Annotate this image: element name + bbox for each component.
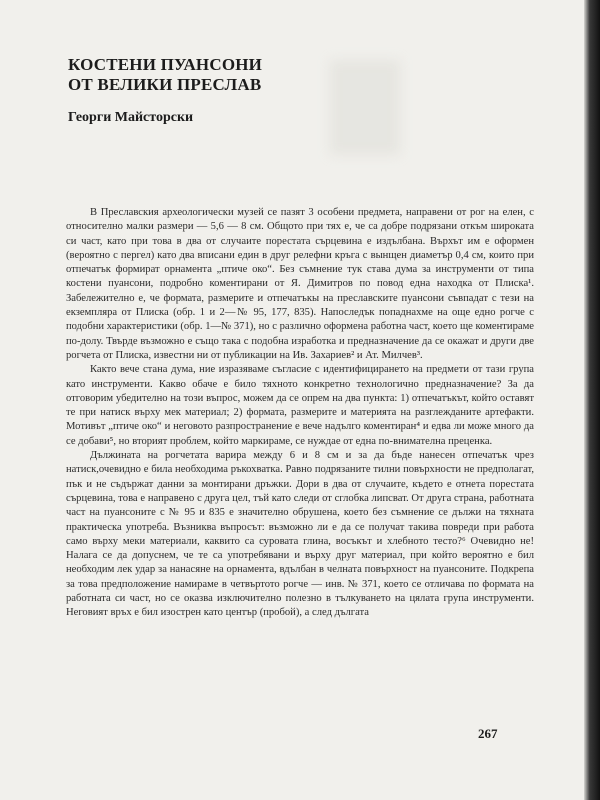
article-body: [66, 206, 534, 621]
title-line-1: КОСТЕНИ ПУАНСОНИ: [68, 55, 263, 74]
paragraph-3: Дължината на рогчетата варира между 6 и 8 см и за да бъде нанесен отпечатък чрез натиск,очевидно е била необходима ръкохватка. Равно подрязаните тилни повърхности не предполагат, пък и не съдържат данни за монтирани дръжки. Дори в два от случаите, където е отнета порестата сърцевина, това е направено с друга цел, тъй като следи от сглобка липсват. От друга страна, работната част на пуансоните с № 95 и 835 е значително обрушена, което без съмнение се дължи на тяхната практическа употреба. Възниква въпросът: възможно ли е да се получат такива повреди при работа само върху меки материали, каквито са суровата глина, восъкът и хлебното тесто?⁶ Очевидно не! Налага се да допуснем, че те са употребявани и върху друг материал, при който вероятно е бил необходим лек удар за нанасяне на орнамента, вдълбан в челната повърхност на пуансоните. Подкрепа за това предположение намираме в четвъртото рогче — инв. № 371, което се отличава по формата на работната си част, но се оказва изключително полезно в тълкуването на цялата група инструменти. Неговият връх е бил изострен като център (пробой), а след дългата: [66, 450, 534, 619]
page-number: 267: [478, 726, 498, 741]
book-spine-edge: [584, 0, 600, 800]
paragraph-2: Както вече стана дума, ние изразяваме съгласие с идентифицирането на предмети от тази група като инструменти. Какво обаче е било тяхното конкретно технологично предназначение? За да отговорим убедително на този въпрос, можем да се опрем на два пункта: 1) отпечатъкът, който оставят те при натиск върху мек материал; 2) формата, размерите и материята на разглежданите артефакти. Мотивът „птиче око“ и неговото разпространение е вече надълго коментиран⁴ и едва ли може много да се добави⁵, но вторият проблем, който маркираме, се нуждае от една по-внимателна преценка.: [66, 364, 534, 447]
paragraph-1: В Преславския археологически музей се пазят 3 особени предмета, направени от рог на елен, с относително малки размери — 5,6 — 8 см. Общото при тях е, че са добре подрязани откъм широката си част, като при това в два от случаите порестата сърцевина е издълбана. Върхът им е оформен (вероятно с пергел) като два вписани един в друг релефни кръга с вынщен диаметър 0,4 см, които при отпечатък формират орнамента „птиче око“. Без съмнение тук става дума за инструменти от типа костени пуансони, подробно коментирани от Я. Димитров по повод една находка от Плиска¹. Забележително е, че формата, размерите и отпечатъкы на преславските пуансони съвпадат с тези на екземпляра от Плиска (обр. 1 и 2—№ 95, 177, 835). Напоследък попаднахме на още едно рогче с подобни характеристики (обр. 1—№ 371), но с различно оформена работна част, което ще коментираме по-долу. Твърде възможно е също така с подобна изработка и предназначение да се окажат и други две рогчета от Плиска, известни ни от публикации на Ив. Захариев² и Ат. Милчев³.: [66, 207, 534, 361]
title-line-2: ОТ ВЕЛИКИ ПРЕСЛАВ: [68, 75, 262, 94]
article-title: [68, 55, 262, 95]
show-through-shadow: [330, 60, 400, 155]
author-name: Георги Майсторски: [68, 110, 194, 125]
